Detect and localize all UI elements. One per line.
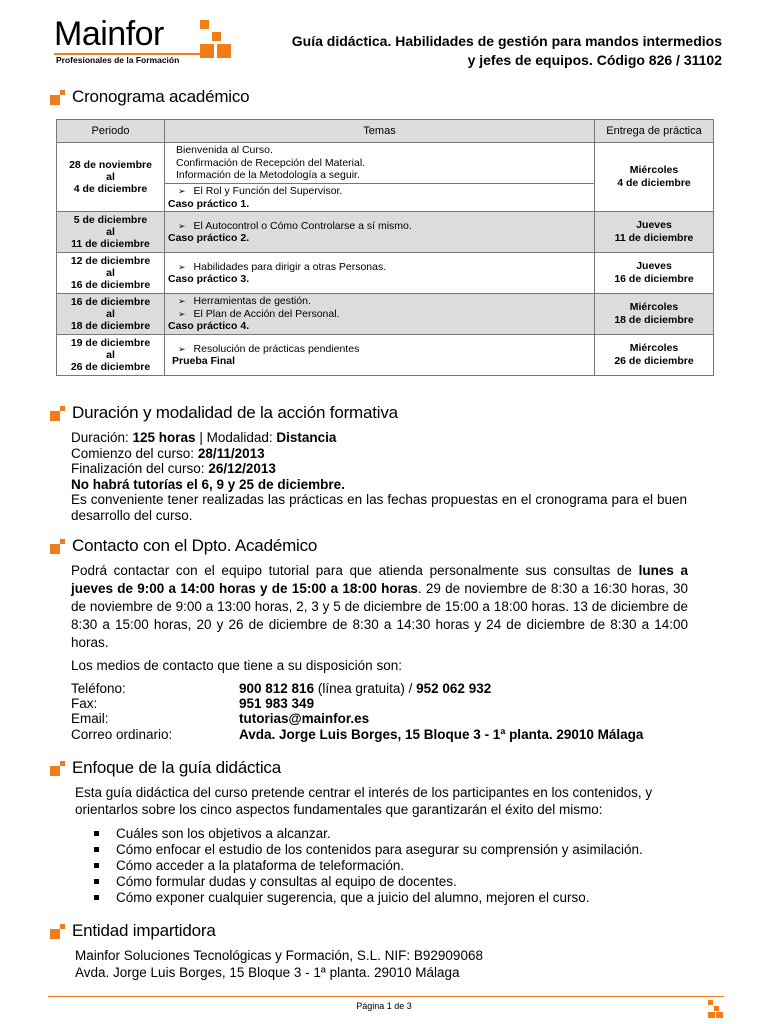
- table-header-row: [57, 120, 714, 143]
- header-entrega: Entrega de práctica: [595, 120, 714, 143]
- contacto-paragraph: Podrá contactar con el equipo tutorial para que atienda personalmente sus consultas de lunes a jueves de 9:00 a 14:00 horas y de 15:00 a 18:00 horas. 29 de noviembre de 8:30 a 16:30 horas, 30 de noviembre de 9:00 a 13:00 horas, 2, 3 y 5 de diciembre de 15:00 a 18:00 horas. 13 de diciembre de 8:30 a 15:00 horas, 20 y 26 de diciembre de 8:30 a 14:30 horas y 24 de diciembre de 8:30 a 14:00 horas.: [71, 563, 688, 650]
- telefono-value: 900 812 816: [239, 681, 315, 696]
- list-item: Cómo formular dudas y consultas al equipo de docentes.: [88, 874, 643, 890]
- section-bullet-icon: [50, 761, 65, 776]
- table-row: [57, 294, 714, 335]
- document-title: [252, 32, 722, 70]
- document-title-line1: Guía didáctica. Habilidades de gestión para mandos intermedios: [291, 33, 722, 49]
- medios-text: Los medios de contacto que tiene a su disposición son:: [71, 658, 402, 673]
- entidad-block: [75, 947, 483, 981]
- no-tutorias-note: No habrá tutorías el 6, 9 y 25 de diciembre.: [71, 476, 345, 492]
- recomendacion-text: Es conveniente tener realizadas las prácticas en las fechas propuestas en el cronograma para el buen desarrollo del curso.: [71, 492, 687, 523]
- email-value: tutorias@mainfor.es: [239, 711, 370, 726]
- periodo-cell: 16 de diciembre al 18 de diciembre: [57, 294, 165, 335]
- temas-cell: ➢ El Rol y Función del Supervisor. Caso práctico 1.: [165, 184, 595, 212]
- telefono-value-2: 952 062 932: [416, 681, 492, 696]
- section-bullet-icon: [50, 924, 65, 939]
- section-title-cronograma: Cronograma académico: [50, 87, 249, 107]
- footer-squares-icon: [708, 1000, 724, 1018]
- periodo-cell: 28 de noviembre al 4 de diciembre: [57, 143, 165, 212]
- table-row: [57, 253, 714, 294]
- section-bullet-icon: [50, 90, 65, 105]
- temas-cell: ➢ Habilidades para dirigir a otras Personas. Caso práctico 3.: [165, 253, 595, 294]
- table-row: [57, 212, 714, 253]
- temas-intro-cell: Bienvenida al Curso. Confirmación de Recepción del Material. Información de la Metodología a seguir.: [165, 143, 595, 184]
- section-bullet-icon: [50, 406, 65, 421]
- enfoque-list: [88, 826, 643, 906]
- list-item: Cómo exponer cualquier sugerencia, que a juicio del alumno, mejoren el curso.: [88, 890, 643, 906]
- list-item: Cómo acceder a la plataforma de teleformación.: [88, 858, 643, 874]
- correo-value: Avda. Jorge Luis Borges, 15 Bloque 3 - 1ª planta. 29010 Málaga: [239, 727, 644, 742]
- section-title-duracion: Duración y modalidad de la acción formativa: [50, 403, 398, 423]
- entidad-line2: Avda. Jorge Luis Borges, 15 Bloque 3 - 1ª planta. 29010 Málaga: [75, 965, 460, 980]
- duracion-block: Duración: 125 horas | Modalidad: Distancia Comienzo del curso: 28/11/2013 Finalización del curso: 26/12/2013 No habrá tutorías el 6, 9 y 25 de diciembre. Es conveniente tener realizadas las prácticas en las fechas propuestas en el cronograma para el buen desarrollo del curso.: [71, 430, 687, 523]
- modalidad-value: Distancia: [276, 430, 337, 445]
- header-temas: Temas: [165, 120, 595, 143]
- logo-text: Mainfor: [54, 15, 164, 53]
- comienzo-value: 28/11/2013: [197, 445, 265, 461]
- page-number: Página 1 de 3: [356, 1001, 412, 1011]
- section-title-contacto: Contacto con el Dpto. Académico: [50, 536, 317, 556]
- list-item: Cómo enfocar el estudio de los contenidos para asegurar su comprensión y asimilación.: [88, 842, 643, 858]
- fin-value: 26/12/2013: [208, 461, 276, 476]
- entrega-cell: Miércoles 26 de diciembre: [595, 335, 714, 376]
- section-bullet-icon: [50, 539, 65, 554]
- periodo-cell: 12 de diciembre al 16 de diciembre: [57, 253, 165, 294]
- enfoque-intro: Esta guía didáctica del curso pretende centrar el interés de los participantes en los contenidos, y orientarlos sobre los cinco aspectos fundamentales que garantizarán el éxito del mismo:: [75, 785, 653, 817]
- entidad-line1: Mainfor Soluciones Tecnológicas y Formación, S.L. NIF: B92909068: [75, 948, 483, 963]
- cronograma-table: [56, 119, 714, 376]
- entrega-cell: Jueves 16 de diciembre: [595, 253, 714, 294]
- table-row: [57, 335, 714, 376]
- list-item: Cuáles son los objetivos a alcanzar.: [88, 826, 643, 842]
- temas-cell: ➢ Herramientas de gestión. ➢ El Plan de Acción del Personal. Caso práctico 4.: [165, 294, 595, 335]
- periodo-cell: 19 de diciembre al 26 de diciembre: [57, 335, 165, 376]
- logo-tagline: Profesionales de la Formación: [56, 55, 180, 65]
- entrega-cell: Jueves 11 de diciembre: [595, 212, 714, 253]
- logo-squares-icon: [200, 20, 232, 60]
- duracion-value: 125 horas: [132, 430, 196, 445]
- temas-cell: ➢ Resolución de prácticas pendientes Prueba Final: [165, 335, 595, 376]
- entrega-cell: Miércoles 4 de diciembre: [595, 143, 714, 212]
- section-title-enfoque: Enfoque de la guía didáctica: [50, 758, 281, 778]
- header-periodo: Periodo: [57, 120, 165, 143]
- table-row: [57, 143, 714, 184]
- temas-cell: ➢ El Autocontrol o Cómo Controlarse a sí mismo. Caso práctico 2.: [165, 212, 595, 253]
- fax-value: 951 983 349: [239, 696, 315, 711]
- footer-divider: [48, 996, 724, 997]
- periodo-cell: 5 de diciembre al 11 de diciembre: [57, 212, 165, 253]
- document-title-line2: y jefes de equipos. Código 826 / 31102: [467, 52, 722, 68]
- entrega-cell: Miércoles 18 de diciembre: [595, 294, 714, 335]
- section-title-entidad: Entidad impartidora: [50, 921, 216, 941]
